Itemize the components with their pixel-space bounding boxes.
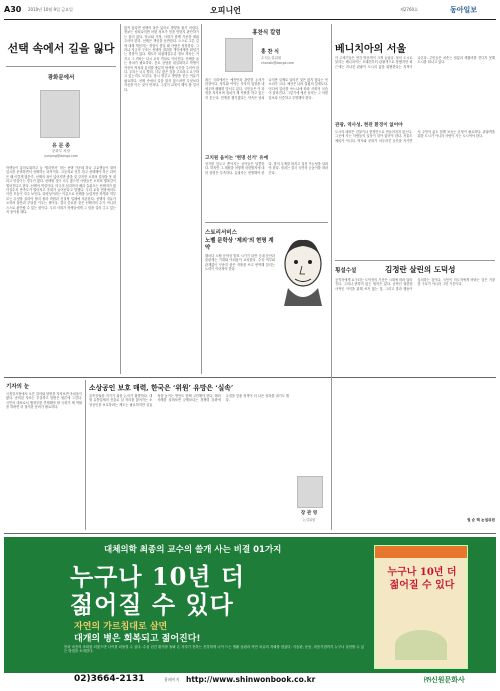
page-header (0, 0, 500, 20)
column4-headline: 베니치아의 서울 (335, 44, 407, 55)
page-date: 2010년 10월 9일 금요일 (28, 7, 73, 12)
bottom-left-column-name: 기자의 눈 (6, 384, 30, 390)
cartoon-section (205, 226, 328, 376)
ad-headline-line2: 젊어질 수 있다 (70, 590, 234, 619)
ad-publisher: ㈜신원문화사 (424, 676, 465, 684)
column2-body: 많지 않다면 선택의 폭은 넓어도 방향을 잡기 어렵다. 정보는 넘쳐나지만 어떤 정보가 믿을 만한지 판단하기는 쉽지 않다. 학교와 가정, 사회가 함께 기준을 세워 주어야 한다. 선택은 책임을 동반한다. 스스로 고른 길에 대해 책임지는 경험이 쌓일 때 사람은 성장한다. 그러나 지금의 구조는 선택의 결과를 개인에게만 떠넘기는 경향이 있다. 제도가 복잡해질수록 정보 격차는 커지고 그 격차는 다시 교육 격차로 이어진다. 선택을 돕는 장치가 필요하다. 진로 상담을 내실화하고 학생이 자신의 적성과 흥미를 충분히 탐색할 시간을 주어야 한다. 우리는 너무 빨리, 너무 많은 것을 고르라고 요구하고 있는지도 모른다. 잠시 멈추고 방향을 묻는 여유가 필요하다. 선택 속에서 길을 잃지 않으려면 무엇보다 자신을 아는 것이 먼저다. 그것이 교육이 해야 할 일이다. (124, 26, 199, 92)
cartoon-column-name: 스토리서비스 (205, 230, 237, 236)
bottom-left-body: 국정감사장에서 오간 질의와 답변을 지켜보면 아쉬움이 많다. 준비된 자료는 부실하고 답변은 원론에 그친다. 국민의 대표로서 행정부를 견제해야 할 국회가 제 역할을 하려면 더 철저한 준비가 필요하다. (6, 392, 82, 410)
ad-phone: 02)3664-2131 (74, 674, 145, 684)
book-cover-illustration (395, 630, 447, 660)
caricature-illustration (278, 236, 328, 306)
section-title: 오피니언 (210, 6, 241, 15)
book-cover-title: 누구나 10년 더 젊어질 수 있다 (387, 567, 457, 591)
column4-subhead: 관광, 역사성, 현관 환경이 없어야 (335, 123, 403, 128)
ad-sub2: 대개의 병은 회복되고 젊어진다! (74, 634, 201, 644)
bottom-mid-author-photo (297, 476, 323, 508)
column3-body1: 최근 국회에서는 예산안과 관련한 논의가 한창이다. 정부와 여야는 각자의 입장을 내세우며 팽팽히 맞서고 있다. 국민들은 이 과정을 지켜보며 정치가 제 역할을 하고 있는지 묻는다. 민생을 챙기겠다는 약속은 넘쳐나지만 실제로 달라진 것은 많지 않다는 목소리가 크다. 예산은 나라 살림의 설계도다. 어디에 얼마를 쓰느냐에 따라 사회의 모습이 달라진다. 그렇기에 예산 심의는 그 어떤 일보다 신중하고 투명해야 한다. (205, 78, 328, 100)
column3-body2: 선거를 앞두고 쏟아지는 공약들은 달콤하다. 하지만 그 재원을 어떻게 마련할지에 대한 설명은 부족하다. 유권자는 현명해야 한다. 말의 무게를 따지고 실천 가능성을 살펴야 한다. 정치는 결국 국민의 눈높이를 따라간다. (205, 162, 328, 175)
column3-subhead: 고치원 음이는 ‘현명 선거’ 유예 (205, 156, 269, 161)
edition-label: 제2760호 (400, 7, 418, 12)
bottom-mid-body: 골목상권을 지키기 위한 논의가 활발하다. 대형 유통업체의 진출로 설 자리를 잃어가는 소상공인을 보호하려는 제도는 필요하지만 실효성을 높이는 방안도 함께 고민해야 한다. 해외 사례를 살펴보면 규제보다는 경쟁력 강화에 초점을 맞춘 정책이 더 나은 성과를 내기도 했다. (89, 394, 289, 407)
book-cover-band (375, 546, 467, 558)
column4-body1: 이 주세기들은 연간 방문객이 크게 늘었다. 물의 도시로 불리는 베니치아는 오래전부터 관광객으로 붐볐지만 최근에는 지나친 관광이 도시의 삶을 위협한다는 지적이 나온다. 주민들은 치솟는 집값과 생활비를 견디지 못해 도시를 떠나고 있다. (335, 56, 495, 69)
cartoon-body: 해마다 노벨 문학상 발표 시기가 되면 국내 문단과 출판계는 기대와 아쉬움이 교차한다. 수상 여부와 관계없이 꾸준히 좋은 작품을 쓰고 번역해 알리는 노력이 이어져야 한다. (205, 254, 275, 272)
book-advertisement (4, 537, 496, 687)
bottom-right-headline: 김정란 살린의 도덕성 (385, 265, 456, 274)
page-number: A30 (4, 5, 22, 14)
column3-author-email: chansik@donga.com (261, 61, 295, 65)
column-gwanghwamun (6, 26, 116, 376)
ad-headline-line1: 누구나 10년 더 (70, 562, 246, 591)
bottom-right-body: 공직자에게 요구되는 도덕성의 기준은 시대에 따라 달라진다. 그러나 변하지 않는 원칙은 있다. 공적인 권한을 사적인 이익을 위해 쓰지 않는 것, 그리고 말과 행동이 일치하는 것이다. 국민이 지도자에게 바라는 것은 거창한 구호가 아니라 그런 기본이다. (335, 278, 495, 291)
bottom-mid-author-name: 장 관 영 (300, 511, 318, 516)
column3-name: 홍찬식 칼럼 (252, 30, 281, 36)
ad-url[interactable]: http://www.shinwonbook.co.kr (186, 675, 316, 684)
bottom-right-author: 권 순 택 논설위원 (466, 518, 495, 522)
paper-name: 동아일보 (450, 6, 478, 14)
column1-body: 학생들이 흥미로워하고 늘 ‘떨리면서’ 하는 선택 가운데 하나 고교생들이 대학 입시를 준비하면서 선택하는 과목이다. 고등학교 전부 하고 선택해야 하는 과목은 왜 이렇게 많은가. 선택의 폭이 넓어지면 좋을 것 같지만 오히려 결정을 못 내리고 망설이는 경우가 많다. 선택할 것이 너무 많으면 사람들은 오히려 행복감이 떨어진다고 한다. 선택의 역설이다. 미국의 심리학자 배리 슈워츠는 선택지가 많아질수록 만족도가 떨어지고 후회가 늘어난다고 말했다. 우리 교육 현장에서도 이런 모습이 자주 보인다. 다양성이라는 이름으로 선택을 늘렸지만 학생과 학부모는 무엇을 골라야 할지 몰라 학원과 컨설팅 업체에 의존한다. 선택의 자유가 오히려 불안과 부담을 키우는 셈이다. 결국 중요한 것은 선택지의 수가 아니라 스스로 판단할 수 있는 힘이다. 우리 사회가 학생들에게 그 힘을 길러 주고 있는지 돌아볼 때다. (6, 166, 116, 215)
ad-url-prefix: 홈페이지 (164, 677, 180, 682)
ad-sub1: 자연의 가르침대로 살면 (74, 622, 168, 632)
column-hong (205, 26, 328, 221)
small-business-article (89, 380, 329, 530)
cartoon-headline: 노벨 문학상 ‘제외’의 현명 계약 (205, 238, 274, 251)
column3-author-title: 수석논설위원 (261, 56, 282, 60)
column1-headline: 선택 속에서 길을 잃다 (7, 42, 115, 55)
hong-author-photo (225, 38, 253, 72)
ad-footer (4, 673, 496, 687)
ad-tagline: 대체의학 최종의 교수의 쓸개 사는 비결 01가지 (104, 545, 282, 555)
column4-body2: 도시의 매력은 건물이나 풍경만으로 만들어지지 않는다. 그곳에 사는 사람들의 일상이 살아 있어야 한다. 서울도 예외가 아니다. 역사와 문화가 어우러진 공간을 지키면서 주민의 삶도 함께 보듬는 균형이 필요하다. 관광객을 위한 도시가 아니라 사람이 사는 도시여야 한다. (335, 130, 495, 143)
column1-name: 광화문에서 (47, 74, 75, 81)
column1-author-email: yunjong@donga.com (44, 154, 78, 158)
reporter-eye (6, 380, 82, 530)
column-venice (335, 26, 495, 258)
column1-author-title: 문화부 차장 (51, 149, 71, 153)
column-continued (124, 26, 199, 374)
column1-author-name: 유 문 종 (52, 143, 70, 149)
bottom-mid-author-title: 논설위원 (302, 518, 316, 522)
book-cover (374, 545, 468, 669)
bottom-right-column-name: 횡설수설 (335, 268, 357, 274)
column3-author-name: 홍 찬 식 (261, 49, 279, 55)
editorial-column (335, 264, 495, 530)
bottom-mid-headline: 소상공인 보호 매력, 한국은 ‘위원’ 유망은 ‘실속’ (89, 384, 234, 392)
author-photo (40, 90, 80, 138)
ad-body: 몸과 마음의 조화를 되찾으면 나이를 되돌릴 수 있다. 수십 년간 환자를 돌봐 온 저자가 전하는 건강하게 나이 드는 생활 습관과 자연 치유의 지혜를 담았다. 식습관, 운동, 마음가짐까지 누구나 실천할 수 있는 방법을 소개한다. (64, 645, 364, 654)
